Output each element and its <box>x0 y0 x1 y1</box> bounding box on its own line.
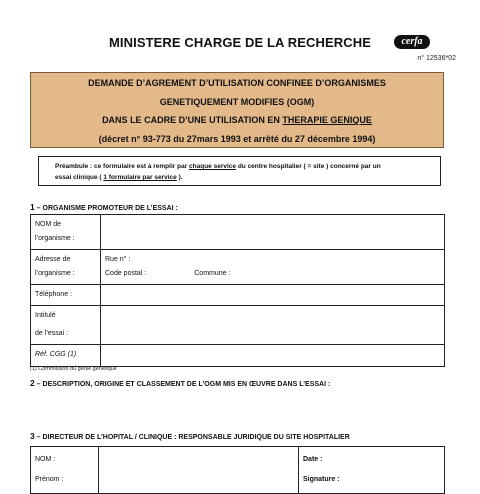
preamble-one-form: 1 formulaire par service <box>103 174 177 181</box>
banner-line-2: GENETIQUEMENT MODIFIES (OGM) <box>159 96 315 107</box>
trial-title-field[interactable] <box>101 306 445 345</box>
trial-title-label-1: Intitulé <box>35 312 56 319</box>
footnote: (1) Commission du génie génétique <box>30 366 117 372</box>
form-title-banner <box>30 72 444 148</box>
section-1-number: 1 <box>30 202 35 212</box>
preamble-text-4: ). <box>176 174 183 181</box>
section-1-heading <box>30 202 178 212</box>
preamble-text-3: essai clinique ( <box>55 174 104 181</box>
street-label: Rue n° : <box>105 256 131 263</box>
section-1-title: – ORGANISME PROMOTEUR DE L’ESSAI : <box>34 205 178 212</box>
section-2-number: 2 <box>30 378 35 388</box>
cgg-ref-label: Réf. CGG (1) <box>35 351 77 358</box>
banner-line-1: DEMANDE D’AGREMENT D’UTILISATION CONFINEE D’ORGANISMES <box>88 78 386 88</box>
org-name-label-cell <box>31 215 101 250</box>
director-firstname-label: Prénom : <box>35 476 64 483</box>
preamble-box <box>38 156 441 186</box>
address-label-cell <box>31 250 101 285</box>
page-title: MINISTERE CHARGE DE LA RECHERCHE <box>108 35 371 50</box>
banner-line-3-text: DANS LE CADRE D’UNE UTILISATION EN <box>102 115 283 125</box>
banner-line-3 <box>31 111 443 130</box>
org-name-label-1: NOM de <box>35 221 62 228</box>
cgg-ref-label-cell <box>31 345 101 367</box>
section-2-title: – DESCRIPTION, ORIGINE ET CLASSEMENT DE L’OGM MIS EN ŒUVRE DANS L’ESSAI : <box>34 381 331 388</box>
trial-title-label-2: de l’essai : <box>35 330 69 337</box>
address-label-1: Adresse de <box>35 256 71 263</box>
phone-label-cell <box>31 285 101 306</box>
org-name-field[interactable] <box>101 215 445 250</box>
cerfa-logo: cerfa <box>394 35 430 49</box>
preamble-text-1: Préambule : ce formulaire est à remplir par <box>55 163 190 170</box>
org-name-label-2: l’organisme : <box>35 235 75 242</box>
banner-line-4: (décret n° 93-773 du 27mars 1993 et arrêté du 27 décembre 1994) <box>98 133 376 144</box>
section-3-number: 3 <box>30 431 35 441</box>
form-number: n° 12536*02 <box>417 55 456 62</box>
director-name-label-cell <box>31 447 99 494</box>
date-label: Date : <box>303 456 323 463</box>
preamble-each-service: chaque service <box>189 163 237 170</box>
section-3-heading <box>30 431 350 441</box>
commune-label: Commune : <box>194 270 231 277</box>
trial-title-label-cell <box>31 306 101 345</box>
postal-code-label: Code postal : <box>105 270 147 277</box>
banner-therapy-text: THERAPIE GENIQUE <box>282 115 372 125</box>
address-label-2: l’organisme : <box>35 270 75 277</box>
section-3-title: – DIRECTEUR DE L’HOPITAL / CLINIQUE : RESPONSABLE JURIDIQUE DU SITE HOSPITALIER <box>34 434 350 441</box>
sponsor-table <box>30 214 445 367</box>
director-table <box>30 446 445 494</box>
preamble-text-2: du centre hospitalier ( = site ) concerné par un <box>236 163 381 170</box>
signature-label: Signature : <box>303 476 340 483</box>
director-date-signature-cell[interactable] <box>299 447 445 494</box>
director-name-field[interactable] <box>99 447 299 494</box>
phone-label: Téléphone : <box>35 291 72 298</box>
section-2-heading <box>30 378 330 388</box>
director-name-label: NOM : <box>35 456 56 463</box>
cgg-ref-field[interactable] <box>101 345 445 367</box>
phone-field[interactable] <box>101 285 445 306</box>
address-field[interactable] <box>101 250 445 285</box>
